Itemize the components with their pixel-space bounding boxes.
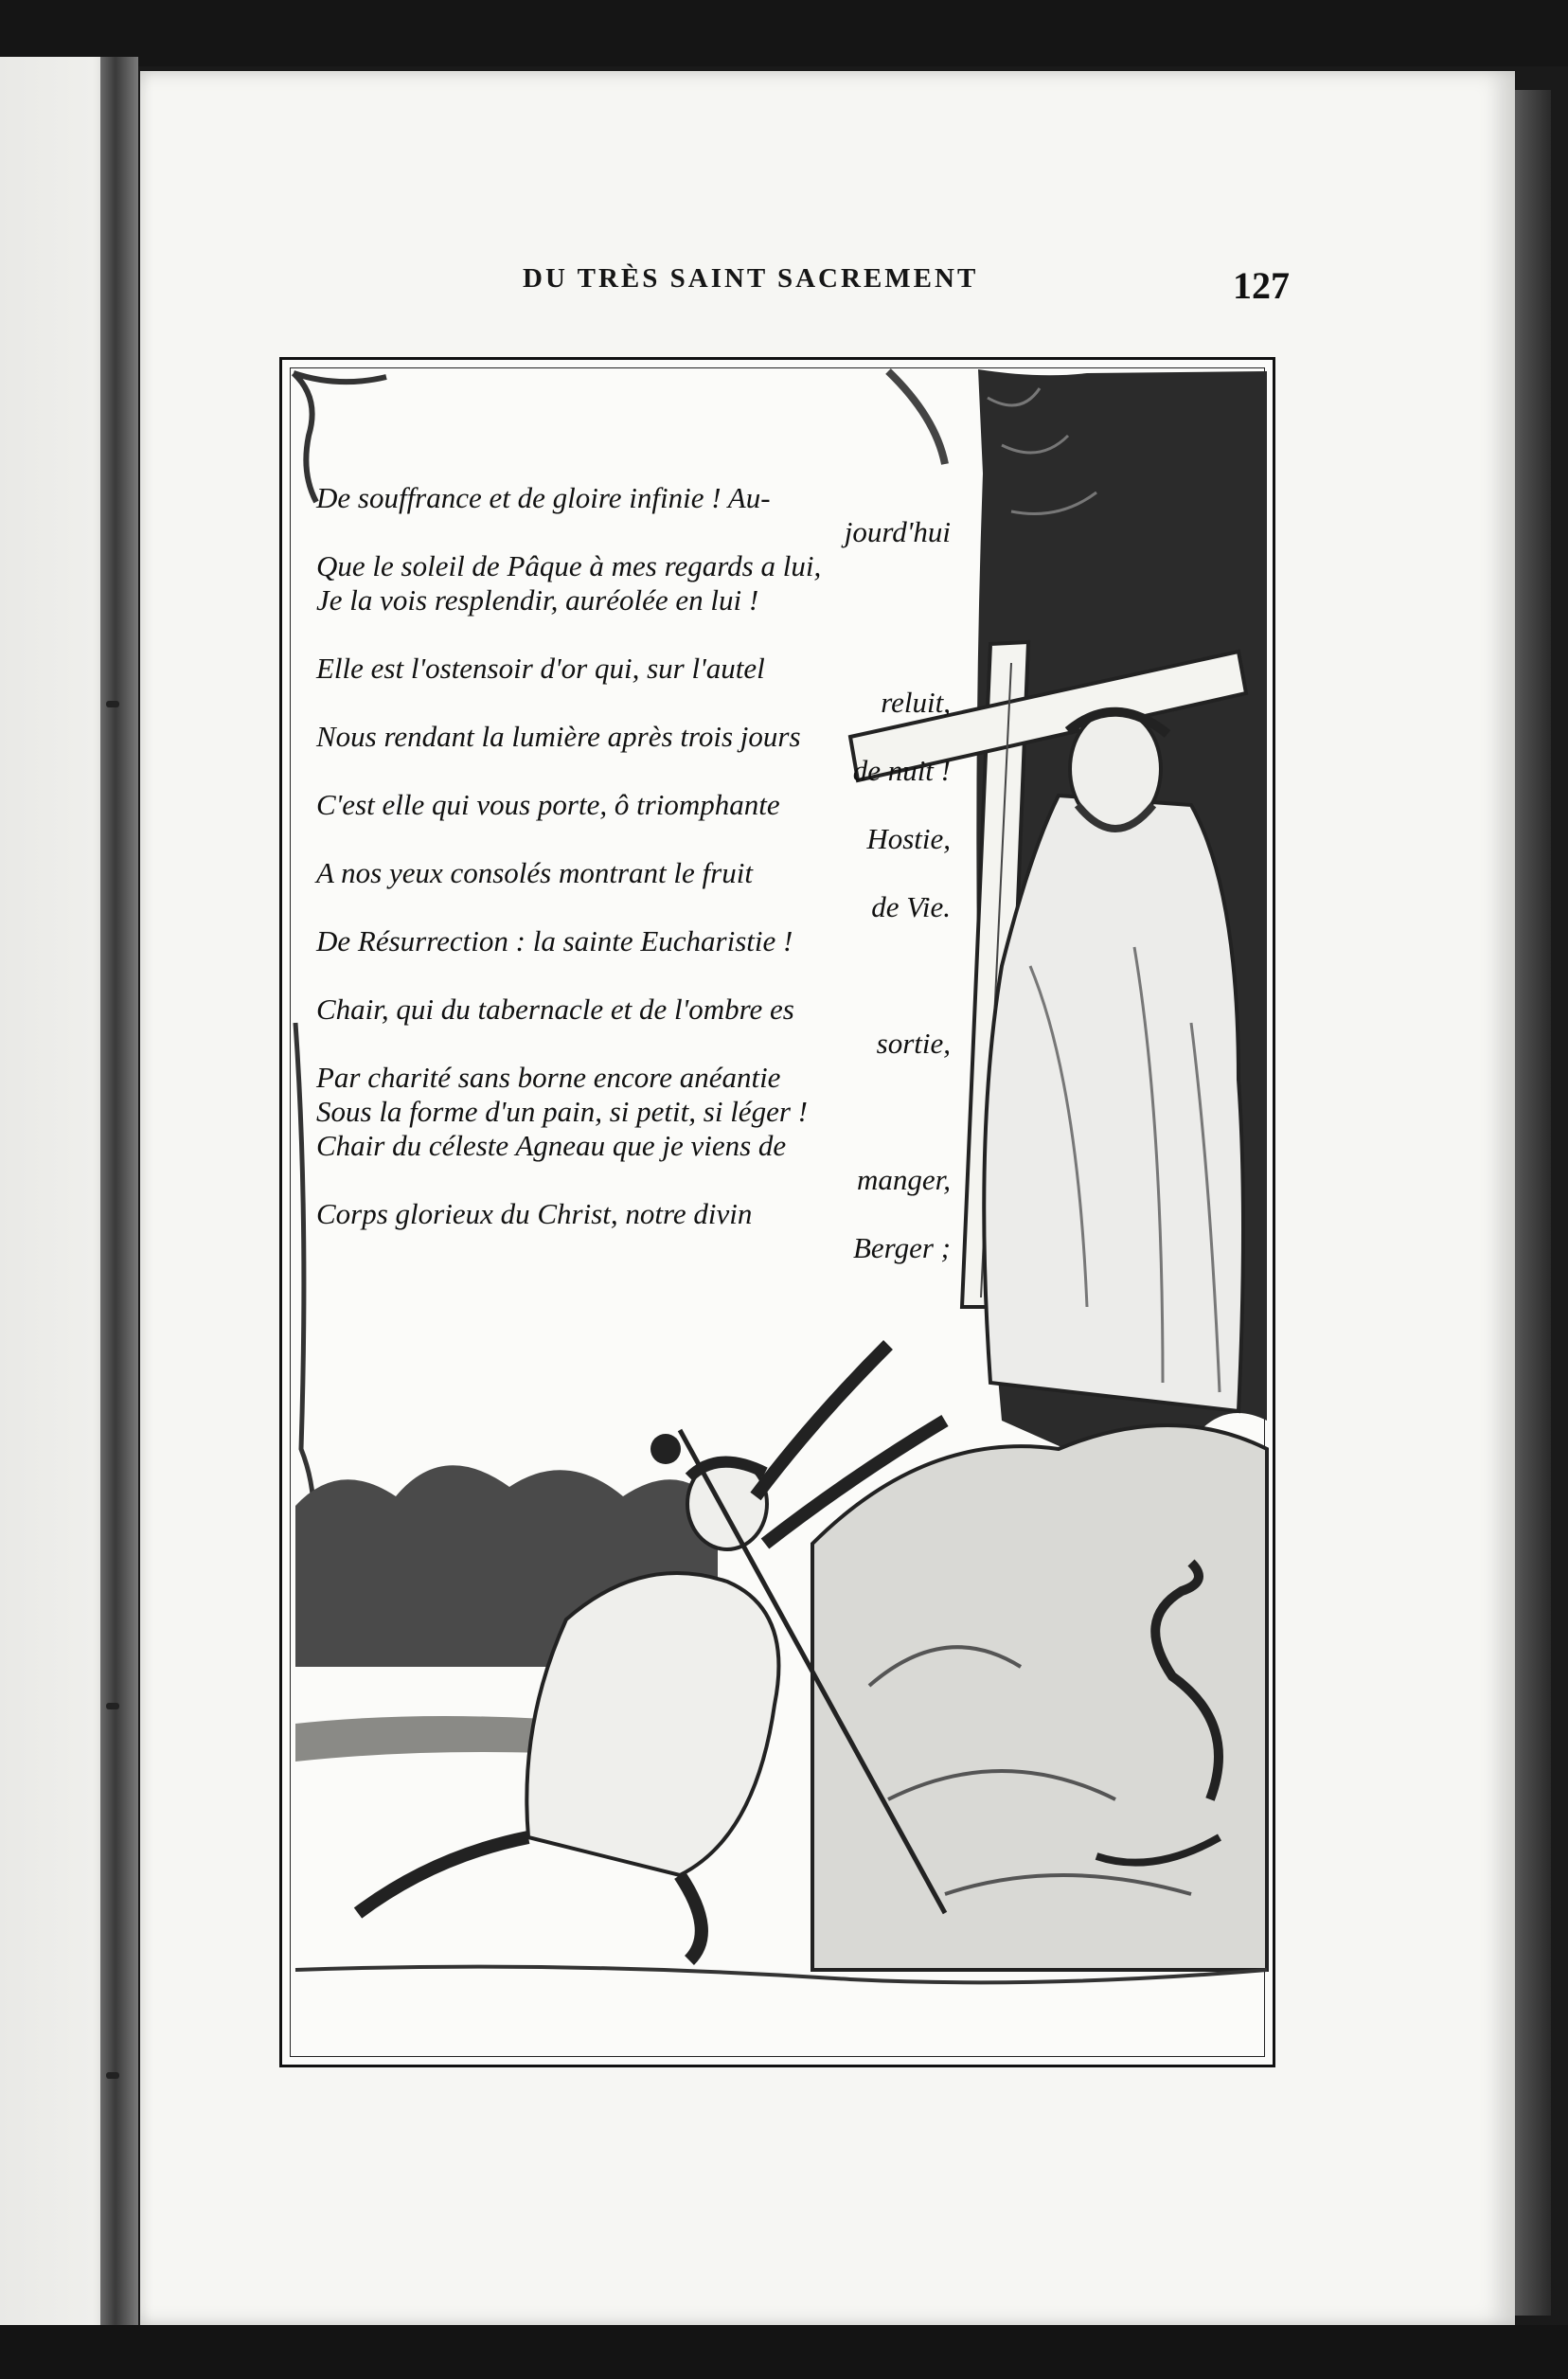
poem: [316, 481, 970, 1299]
poem-line: Chair, qui du tabernacle et de l'ombre es: [316, 993, 794, 1026]
poem-line: De souffrance et de gloire infinie ! Au-: [316, 481, 771, 514]
poem-line-continuation: de nuit !: [852, 754, 951, 787]
poem-line: Chair du céleste Agneau que je viens de: [316, 1129, 787, 1162]
poem-line-continuation: de Vie.: [871, 890, 951, 923]
poem-line: Corps glorieux du Christ, notre divin: [316, 1197, 753, 1230]
poem-line: C'est elle qui vous porte, ô triomphante: [316, 788, 780, 821]
poem-line-continuation: sortie,: [876, 1027, 951, 1060]
illustrated-plate: [279, 357, 1275, 2067]
poem-line: Elle est l'ostensoir d'or qui, sur l'autel: [316, 652, 765, 685]
poem-line-continuation: Berger ;: [852, 1231, 951, 1264]
poem-line-continuation: reluit,: [881, 686, 951, 719]
poem-line-continuation: jourd'hui: [844, 515, 951, 548]
poem-stanza: [316, 481, 970, 617]
poem-line: A nos yeux consolés montrant le fruit: [316, 856, 753, 889]
poem-stanza: [316, 993, 970, 1265]
poem-line-continuation: Hostie,: [866, 822, 951, 855]
binding-stitch: [106, 2072, 119, 2079]
poem-line: Par charité sans borne encore anéantie: [316, 1061, 781, 1094]
book-gutter: [100, 57, 138, 2349]
scan-top-border: [0, 0, 1568, 66]
poem-line: De Résurrection : la sainte Eucharistie !: [316, 924, 793, 957]
binding-stitch: [106, 701, 119, 707]
page-edge: [1513, 90, 1551, 2316]
poem-line-continuation: manger,: [856, 1163, 951, 1196]
poem-stanza: [316, 652, 970, 958]
poem-line: Nous rendant la lumière après trois jours: [316, 720, 801, 753]
poem-line: Que le soleil de Pâque à mes regards a lui,: [316, 549, 822, 582]
scan-bottom-border: [0, 2325, 1568, 2379]
binding-stitch: [106, 1703, 119, 1709]
poem-line: Sous la forme d'un pain, si petit, si léger !: [316, 1095, 808, 1128]
poem-line: Je la vois resplendir, auréolée en lui !: [316, 583, 759, 617]
running-title: DU TRÈS SAINT SACREMENT: [523, 263, 979, 294]
page-number: 127: [1233, 264, 1290, 307]
